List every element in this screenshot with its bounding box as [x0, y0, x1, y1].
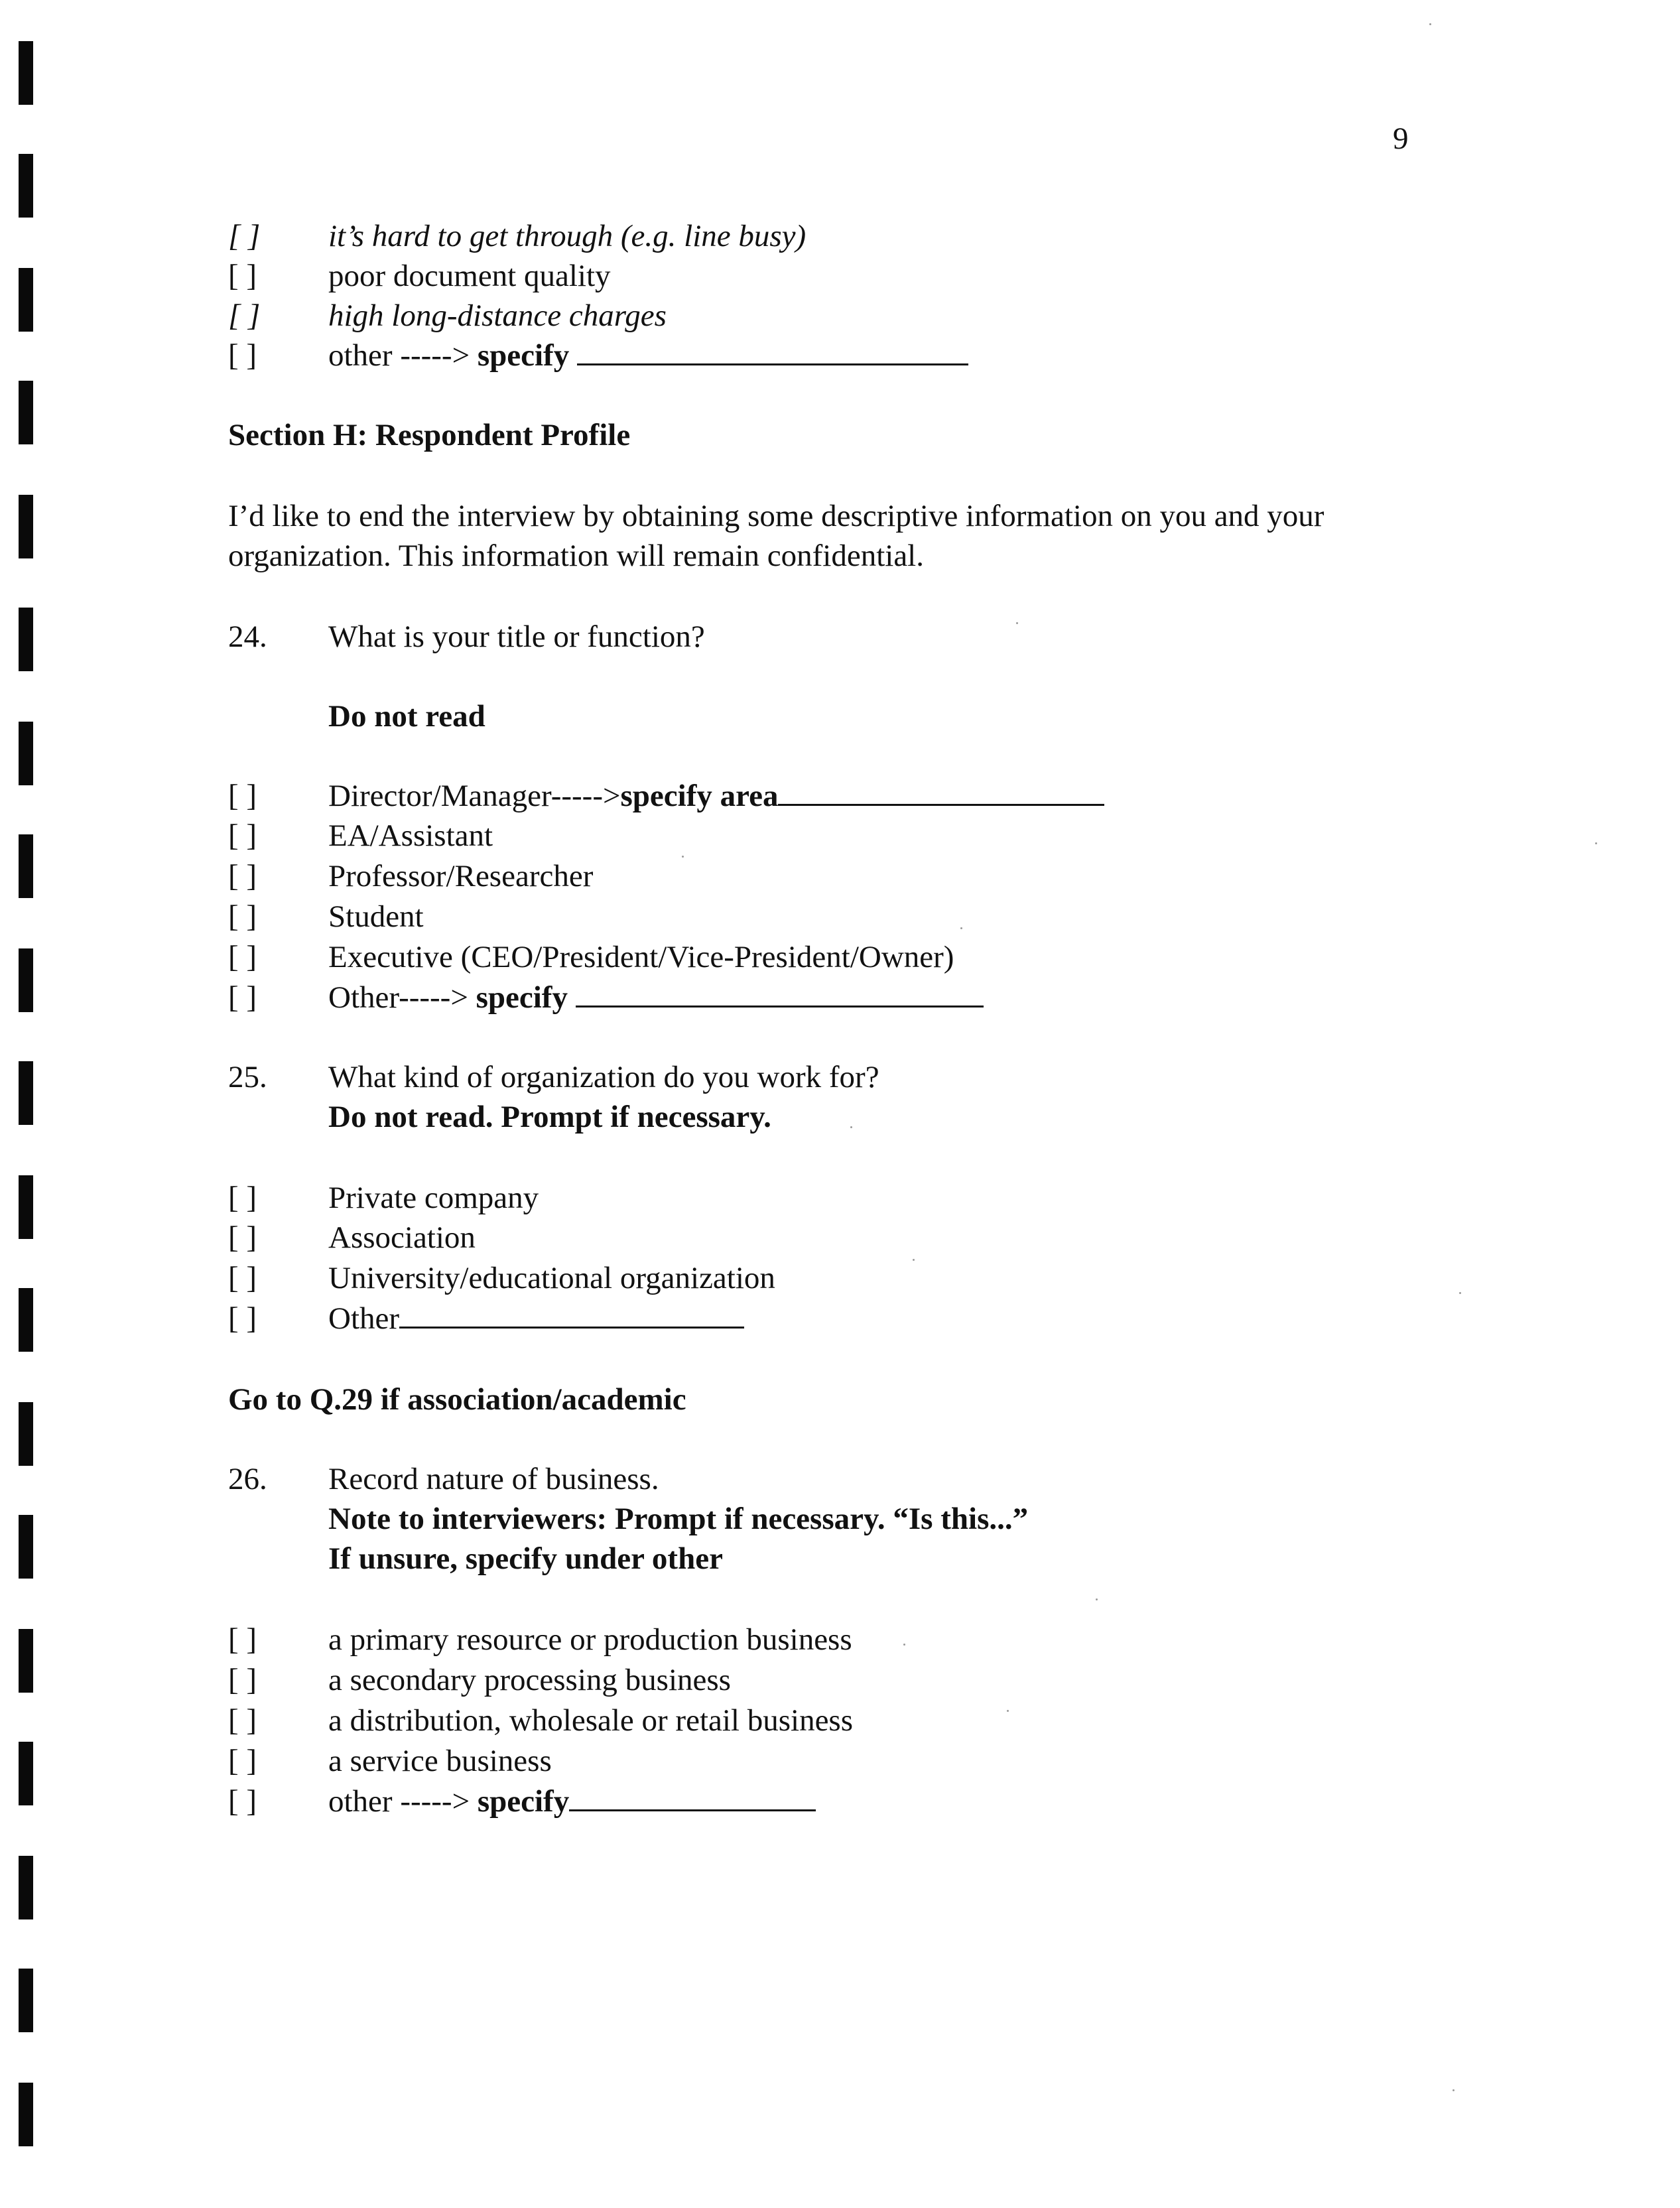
question-number: 24.	[228, 619, 267, 654]
option-association: Association	[328, 1220, 476, 1255]
option-professor: Professor/Researcher	[328, 859, 594, 893]
scan-speck	[903, 1644, 905, 1646]
intro-text: organization. This information will remain confidential.	[228, 539, 924, 573]
checkbox-bracket[interactable]: [ ]	[228, 219, 261, 253]
checkbox-bracket[interactable]: [ ]	[228, 259, 257, 293]
checkbox-bracket[interactable]: [ ]	[228, 1744, 257, 1778]
option-line-busy: it’s hard to get through (e.g. line busy)	[328, 219, 807, 253]
scan-speck	[1016, 622, 1018, 624]
question-text: What kind of organization do you work for?	[328, 1060, 879, 1094]
checkbox-bracket[interactable]: [ ]	[228, 298, 261, 333]
scan-speck	[850, 1126, 852, 1128]
scan-speck	[960, 927, 962, 929]
page-number: 9	[1393, 121, 1409, 156]
binder-mark	[19, 495, 33, 558]
binder-mark	[19, 834, 33, 898]
option-label: Director/Manager----->	[328, 779, 621, 813]
section-heading: Section H: Respondent Profile	[228, 418, 631, 452]
option-other	[328, 336, 968, 375]
option-student: Student	[328, 899, 424, 934]
interviewer-instruction: Do not read	[328, 699, 485, 734]
option-other	[328, 1299, 744, 1338]
binder-mark	[19, 1402, 33, 1466]
scan-speck	[1096, 1598, 1098, 1600]
option-executive: Executive (CEO/President/Vice-President/Owner)	[328, 940, 954, 974]
interviewer-instruction: If unsure, specify under other	[328, 1541, 723, 1576]
scan-speck	[1453, 2089, 1454, 2091]
scan-speck	[1007, 1710, 1009, 1712]
interviewer-instruction: Note to interviewers: Prompt if necessary. “Is this...”	[328, 1502, 1029, 1536]
interviewer-instruction: Do not read. Prompt if necessary.	[328, 1100, 771, 1134]
checkbox-bracket[interactable]: [ ]	[228, 980, 257, 1015]
option-label: other ----->	[328, 338, 470, 373]
binder-mark	[19, 2083, 33, 2146]
checkbox-bracket[interactable]: [ ]	[228, 779, 257, 813]
binder-mark	[19, 722, 33, 785]
option-secondary-processing: a secondary processing business	[328, 1663, 731, 1697]
option-other	[328, 1782, 816, 1821]
checkbox-bracket[interactable]: [ ]	[228, 899, 257, 934]
binder-mark	[19, 1061, 33, 1125]
binder-mark	[19, 608, 33, 671]
scan-speck	[1459, 1292, 1461, 1294]
option-long-distance: high long-distance charges	[328, 298, 667, 333]
question-text: Record nature of business.	[328, 1462, 659, 1496]
checkbox-bracket[interactable]: [ ]	[228, 818, 257, 853]
checkbox-bracket[interactable]: [ ]	[228, 1181, 257, 1215]
option-label: other ----->	[328, 1784, 470, 1819]
binder-mark	[19, 1742, 33, 1805]
fill-in-blank[interactable]	[399, 1300, 744, 1329]
specify-label: specify	[476, 980, 568, 1015]
checkbox-bracket[interactable]: [ ]	[228, 1261, 257, 1295]
checkbox-bracket[interactable]: [ ]	[228, 940, 257, 974]
binder-mark	[19, 948, 33, 1012]
option-label: Other----->	[328, 980, 468, 1015]
binder-mark	[19, 1629, 33, 1693]
specify-label: specify	[477, 1784, 570, 1819]
binder-mark	[19, 154, 33, 218]
checkbox-bracket[interactable]: [ ]	[228, 338, 257, 373]
question-number: 26.	[228, 1462, 267, 1496]
fill-in-blank[interactable]	[577, 337, 968, 365]
skip-instruction: Go to Q.29 if association/academic	[228, 1382, 686, 1417]
option-label: Other	[328, 1301, 400, 1336]
scan-speck	[1429, 23, 1431, 25]
option-assistant: EA/Assistant	[328, 818, 493, 853]
option-distribution: a distribution, wholesale or retail business	[328, 1703, 854, 1738]
binder-mark	[19, 1175, 33, 1239]
checkbox-bracket[interactable]: [ ]	[228, 1784, 257, 1819]
scan-speck	[913, 1259, 915, 1261]
question-text: What is your title or function?	[328, 619, 705, 654]
checkbox-bracket[interactable]: [ ]	[228, 1220, 257, 1255]
binder-mark	[19, 268, 33, 332]
option-other	[328, 978, 984, 1017]
option-primary-resource: a primary resource or production business	[328, 1622, 852, 1657]
option-private-company: Private company	[328, 1181, 539, 1215]
binder-mark	[19, 1515, 33, 1579]
scan-speck	[682, 856, 684, 858]
specify-label: specify	[477, 338, 570, 373]
intro-text: I’d like to end the interview by obtaining some descriptive information on you and your	[228, 499, 1325, 533]
checkbox-bracket[interactable]: [ ]	[228, 1663, 257, 1697]
fill-in-blank[interactable]	[569, 1783, 816, 1811]
scan-speck	[1595, 842, 1597, 844]
checkbox-bracket[interactable]: [ ]	[228, 1301, 257, 1336]
checkbox-bracket[interactable]: [ ]	[228, 1703, 257, 1738]
binder-mark	[19, 41, 33, 105]
checkbox-bracket[interactable]: [ ]	[228, 1622, 257, 1657]
binder-mark	[19, 1856, 33, 1919]
binder-mark	[19, 1288, 33, 1352]
specify-label: specify area	[620, 779, 779, 813]
option-poor-quality: poor document quality	[328, 259, 611, 293]
binder-mark	[19, 381, 33, 444]
fill-in-blank[interactable]	[576, 979, 984, 1007]
option-service: a service business	[328, 1744, 552, 1778]
binder-mark	[19, 1969, 33, 2032]
fill-in-blank[interactable]	[778, 777, 1104, 806]
option-university: University/educational organization	[328, 1261, 775, 1295]
question-number: 25.	[228, 1060, 267, 1094]
checkbox-bracket[interactable]: [ ]	[228, 859, 257, 893]
option-director-manager	[328, 776, 1104, 816]
